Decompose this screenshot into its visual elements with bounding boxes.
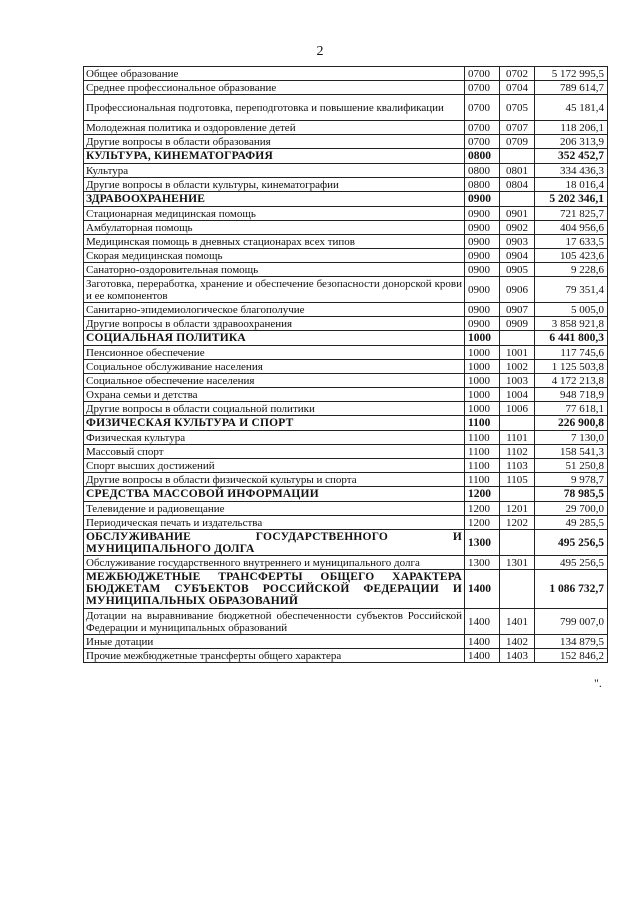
row-subsection-code-cell bbox=[500, 487, 535, 502]
table-row bbox=[84, 473, 608, 487]
row-amount-cell: 29 700,0 bbox=[535, 502, 608, 516]
row-subsection-code-cell: 0906 bbox=[500, 277, 535, 303]
row-section-code-cell: 0800 bbox=[465, 149, 500, 164]
row-amount-cell: 9 978,7 bbox=[535, 473, 608, 487]
row-section-code-cell: 1000 bbox=[465, 331, 500, 346]
row-section-code-cell: 1400 bbox=[465, 609, 500, 635]
row-amount-cell: 51 250,8 bbox=[535, 459, 608, 473]
row-section-code-cell: 1300 bbox=[465, 556, 500, 570]
row-subsection-code-cell: 1201 bbox=[500, 502, 535, 516]
table-row bbox=[84, 207, 608, 221]
section-row bbox=[84, 487, 608, 502]
table-row bbox=[84, 95, 608, 121]
row-name-cell: Другие вопросы в области культуры, кинематографии bbox=[84, 178, 465, 192]
row-section-code-cell: 0900 bbox=[465, 235, 500, 249]
table-row bbox=[84, 81, 608, 95]
row-section-code-cell: 1000 bbox=[465, 374, 500, 388]
row-amount-cell: 134 879,5 bbox=[535, 635, 608, 649]
table-row bbox=[84, 135, 608, 149]
row-section-code-cell: 0700 bbox=[465, 135, 500, 149]
table-row bbox=[84, 317, 608, 331]
row-section-code-cell: 1100 bbox=[465, 459, 500, 473]
row-section-code-cell: 0800 bbox=[465, 178, 500, 192]
row-subsection-code-cell: 0704 bbox=[500, 81, 535, 95]
row-subsection-code-cell: 0905 bbox=[500, 263, 535, 277]
row-amount-cell: 721 825,7 bbox=[535, 207, 608, 221]
table-row bbox=[84, 263, 608, 277]
row-subsection-code-cell: 0707 bbox=[500, 121, 535, 135]
row-section-code-cell: 0900 bbox=[465, 303, 500, 317]
row-subsection-code-cell: 0902 bbox=[500, 221, 535, 235]
row-amount-cell: 158 541,3 bbox=[535, 445, 608, 459]
row-subsection-code-cell: 1102 bbox=[500, 445, 535, 459]
row-section-code-cell: 1000 bbox=[465, 360, 500, 374]
row-name-cell: Спорт высших достижений bbox=[84, 459, 465, 473]
row-section-code-cell: 0900 bbox=[465, 317, 500, 331]
row-subsection-code-cell bbox=[500, 416, 535, 431]
table-row bbox=[84, 516, 608, 530]
table-row bbox=[84, 445, 608, 459]
row-subsection-code-cell: 1003 bbox=[500, 374, 535, 388]
table-row bbox=[84, 164, 608, 178]
row-name-cell: Санаторно-оздоровительная помощь bbox=[84, 263, 465, 277]
row-amount-cell: 9 228,6 bbox=[535, 263, 608, 277]
row-amount-cell: 118 206,1 bbox=[535, 121, 608, 135]
row-name-cell: МЕЖБЮДЖЕТНЫЕ ТРАНСФЕРТЫ ОБЩЕГО ХАРАКТЕРА БЮДЖЕТАМ СУБЪЕКТОВ РОССИЙСКОЙ ФЕДЕРАЦИИ И МУНИЦИПАЛЬНЫХ ОБРАЗОВАНИЙ bbox=[84, 570, 465, 609]
row-section-code-cell: 1300 bbox=[465, 530, 500, 556]
row-section-code-cell: 1000 bbox=[465, 402, 500, 416]
row-name-cell: Среднее профессиональное образование bbox=[84, 81, 465, 95]
row-section-code-cell: 0900 bbox=[465, 207, 500, 221]
row-section-code-cell: 1100 bbox=[465, 445, 500, 459]
row-section-code-cell: 0800 bbox=[465, 164, 500, 178]
row-name-cell: Физическая культура bbox=[84, 431, 465, 445]
row-section-code-cell: 1100 bbox=[465, 473, 500, 487]
row-subsection-code-cell: 0801 bbox=[500, 164, 535, 178]
table-row bbox=[84, 635, 608, 649]
row-amount-cell: 18 016,4 bbox=[535, 178, 608, 192]
closing-quote-mark: ". bbox=[594, 676, 602, 690]
row-subsection-code-cell: 0904 bbox=[500, 249, 535, 263]
row-subsection-code-cell: 0903 bbox=[500, 235, 535, 249]
row-subsection-code-cell bbox=[500, 192, 535, 207]
row-name-cell: Другие вопросы в области социальной политики bbox=[84, 402, 465, 416]
row-name-cell: Стационарная медицинская помощь bbox=[84, 207, 465, 221]
row-amount-cell: 5 005,0 bbox=[535, 303, 608, 317]
table-row bbox=[84, 303, 608, 317]
row-subsection-code-cell: 1301 bbox=[500, 556, 535, 570]
row-subsection-code-cell: 1101 bbox=[500, 431, 535, 445]
row-section-code-cell: 1400 bbox=[465, 649, 500, 663]
row-subsection-code-cell: 0907 bbox=[500, 303, 535, 317]
row-subsection-code-cell bbox=[500, 530, 535, 556]
row-subsection-code-cell bbox=[500, 570, 535, 609]
row-name-cell: Молодежная политика и оздоровление детей bbox=[84, 121, 465, 135]
row-amount-cell: 7 130,0 bbox=[535, 431, 608, 445]
row-subsection-code-cell: 1002 bbox=[500, 360, 535, 374]
row-section-code-cell: 1200 bbox=[465, 487, 500, 502]
table-row bbox=[84, 374, 608, 388]
row-name-cell: Массовый спорт bbox=[84, 445, 465, 459]
row-amount-cell: 334 436,3 bbox=[535, 164, 608, 178]
row-name-cell: Другие вопросы в области физической культуры и спорта bbox=[84, 473, 465, 487]
row-subsection-code-cell: 1401 bbox=[500, 609, 535, 635]
row-section-code-cell: 0900 bbox=[465, 263, 500, 277]
section-row bbox=[84, 530, 608, 556]
row-section-code-cell: 1400 bbox=[465, 570, 500, 609]
row-section-code-cell: 0900 bbox=[465, 277, 500, 303]
row-subsection-code-cell: 0901 bbox=[500, 207, 535, 221]
row-name-cell: СОЦИАЛЬНАЯ ПОЛИТИКА bbox=[84, 331, 465, 346]
page-number: 2 bbox=[316, 44, 324, 59]
row-name-cell: Санитарно-эпидемиологическое благополучие bbox=[84, 303, 465, 317]
row-subsection-code-cell: 1001 bbox=[500, 346, 535, 360]
row-amount-cell: 152 846,2 bbox=[535, 649, 608, 663]
row-name-cell: Амбулаторная помощь bbox=[84, 221, 465, 235]
row-name-cell: Прочие межбюджетные трансферты общего характера bbox=[84, 649, 465, 663]
row-name-cell: Медицинская помощь в дневных стационарах всех типов bbox=[84, 235, 465, 249]
row-amount-cell: 1 086 732,7 bbox=[535, 570, 608, 609]
row-name-cell: ОБСЛУЖИВАНИЕ ГОСУДАРСТВЕННОГО И МУНИЦИПАЛЬНОГО ДОЛГА bbox=[84, 530, 465, 556]
row-subsection-code-cell: 1402 bbox=[500, 635, 535, 649]
row-name-cell: Периодическая печать и издательства bbox=[84, 516, 465, 530]
row-name-cell: Охрана семьи и детства bbox=[84, 388, 465, 402]
row-amount-cell: 117 745,6 bbox=[535, 346, 608, 360]
row-amount-cell: 6 441 800,3 bbox=[535, 331, 608, 346]
row-subsection-code-cell: 1103 bbox=[500, 459, 535, 473]
row-section-code-cell: 0900 bbox=[465, 192, 500, 207]
row-subsection-code-cell: 0804 bbox=[500, 178, 535, 192]
table-row bbox=[84, 360, 608, 374]
table-row bbox=[84, 502, 608, 516]
row-amount-cell: 948 718,9 bbox=[535, 388, 608, 402]
row-amount-cell: 799 007,0 bbox=[535, 609, 608, 635]
section-row bbox=[84, 192, 608, 207]
section-row bbox=[84, 149, 608, 164]
row-amount-cell: 352 452,7 bbox=[535, 149, 608, 164]
row-section-code-cell: 1200 bbox=[465, 502, 500, 516]
row-subsection-code-cell: 1006 bbox=[500, 402, 535, 416]
row-name-cell: Иные дотации bbox=[84, 635, 465, 649]
row-subsection-code-cell: 1403 bbox=[500, 649, 535, 663]
row-amount-cell: 495 256,5 bbox=[535, 556, 608, 570]
row-amount-cell: 495 256,5 bbox=[535, 530, 608, 556]
row-name-cell: Другие вопросы в области образования bbox=[84, 135, 465, 149]
table-row bbox=[84, 277, 608, 303]
row-amount-cell: 105 423,6 bbox=[535, 249, 608, 263]
row-subsection-code-cell: 1202 bbox=[500, 516, 535, 530]
row-subsection-code-cell: 1004 bbox=[500, 388, 535, 402]
row-amount-cell: 77 618,1 bbox=[535, 402, 608, 416]
row-subsection-code-cell bbox=[500, 331, 535, 346]
row-amount-cell: 1 125 503,8 bbox=[535, 360, 608, 374]
row-name-cell: Социальное обслуживание населения bbox=[84, 360, 465, 374]
table-row bbox=[84, 609, 608, 635]
row-section-code-cell: 0900 bbox=[465, 221, 500, 235]
row-name-cell: Дотации на выравнивание бюджетной обеспеченности субъектов Российской Федерации и муниципальных образований bbox=[84, 609, 465, 635]
table-row bbox=[84, 346, 608, 360]
row-amount-cell: 79 351,4 bbox=[535, 277, 608, 303]
row-section-code-cell: 1000 bbox=[465, 388, 500, 402]
row-section-code-cell: 0700 bbox=[465, 81, 500, 95]
row-section-code-cell: 0700 bbox=[465, 67, 500, 81]
section-row bbox=[84, 331, 608, 346]
row-amount-cell: 789 614,7 bbox=[535, 81, 608, 95]
row-section-code-cell: 0700 bbox=[465, 121, 500, 135]
table-row bbox=[84, 178, 608, 192]
table-row bbox=[84, 649, 608, 663]
section-row bbox=[84, 570, 608, 609]
row-name-cell: Телевидение и радиовещание bbox=[84, 502, 465, 516]
row-subsection-code-cell: 0709 bbox=[500, 135, 535, 149]
row-amount-cell: 206 313,9 bbox=[535, 135, 608, 149]
table-row bbox=[84, 67, 608, 81]
row-amount-cell: 49 285,5 bbox=[535, 516, 608, 530]
row-name-cell: Общее образование bbox=[84, 67, 465, 81]
row-subsection-code-cell: 0702 bbox=[500, 67, 535, 81]
table-row bbox=[84, 402, 608, 416]
row-name-cell: Заготовка, переработка, хранение и обеспечение безопасности донорской крови и ее компонентов bbox=[84, 277, 465, 303]
budget-table-body bbox=[84, 67, 608, 663]
row-section-code-cell: 1000 bbox=[465, 346, 500, 360]
row-name-cell: СРЕДСТВА МАССОВОЙ ИНФОРМАЦИИ bbox=[84, 487, 465, 502]
row-amount-cell: 4 172 213,8 bbox=[535, 374, 608, 388]
table-row bbox=[84, 556, 608, 570]
row-section-code-cell: 0700 bbox=[465, 95, 500, 121]
row-section-code-cell: 1200 bbox=[465, 516, 500, 530]
row-amount-cell: 5 202 346,1 bbox=[535, 192, 608, 207]
row-amount-cell: 5 172 995,5 bbox=[535, 67, 608, 81]
row-name-cell: Социальное обеспечение населения bbox=[84, 374, 465, 388]
row-amount-cell: 226 900,8 bbox=[535, 416, 608, 431]
budget-table bbox=[83, 66, 608, 663]
section-row bbox=[84, 416, 608, 431]
table-row bbox=[84, 388, 608, 402]
row-section-code-cell: 1400 bbox=[465, 635, 500, 649]
row-subsection-code-cell bbox=[500, 149, 535, 164]
table-row bbox=[84, 235, 608, 249]
row-name-cell: Культура bbox=[84, 164, 465, 178]
row-subsection-code-cell: 0705 bbox=[500, 95, 535, 121]
row-amount-cell: 45 181,4 bbox=[535, 95, 608, 121]
row-amount-cell: 404 956,6 bbox=[535, 221, 608, 235]
row-subsection-code-cell: 0909 bbox=[500, 317, 535, 331]
row-name-cell: КУЛЬТУРА, КИНЕМАТОГРАФИЯ bbox=[84, 149, 465, 164]
row-section-code-cell: 1100 bbox=[465, 431, 500, 445]
row-section-code-cell: 1100 bbox=[465, 416, 500, 431]
row-name-cell: Пенсионное обеспечение bbox=[84, 346, 465, 360]
row-amount-cell: 3 858 921,8 bbox=[535, 317, 608, 331]
row-name-cell: Другие вопросы в области здравоохранения bbox=[84, 317, 465, 331]
row-amount-cell: 17 633,5 bbox=[535, 235, 608, 249]
row-section-code-cell: 0900 bbox=[465, 249, 500, 263]
table-row bbox=[84, 249, 608, 263]
row-name-cell: Профессиональная подготовка, переподготовка и повышение квалификации bbox=[84, 95, 465, 121]
row-subsection-code-cell: 1105 bbox=[500, 473, 535, 487]
table-row bbox=[84, 121, 608, 135]
row-amount-cell: 78 985,5 bbox=[535, 487, 608, 502]
table-row bbox=[84, 459, 608, 473]
row-name-cell: Обслуживание государственного внутреннего и муниципального долга bbox=[84, 556, 465, 570]
row-name-cell: ЗДРАВООХРАНЕНИЕ bbox=[84, 192, 465, 207]
row-name-cell: ФИЗИЧЕСКАЯ КУЛЬТУРА И СПОРТ bbox=[84, 416, 465, 431]
row-name-cell: Скорая медицинская помощь bbox=[84, 249, 465, 263]
table-row bbox=[84, 431, 608, 445]
table-row bbox=[84, 221, 608, 235]
